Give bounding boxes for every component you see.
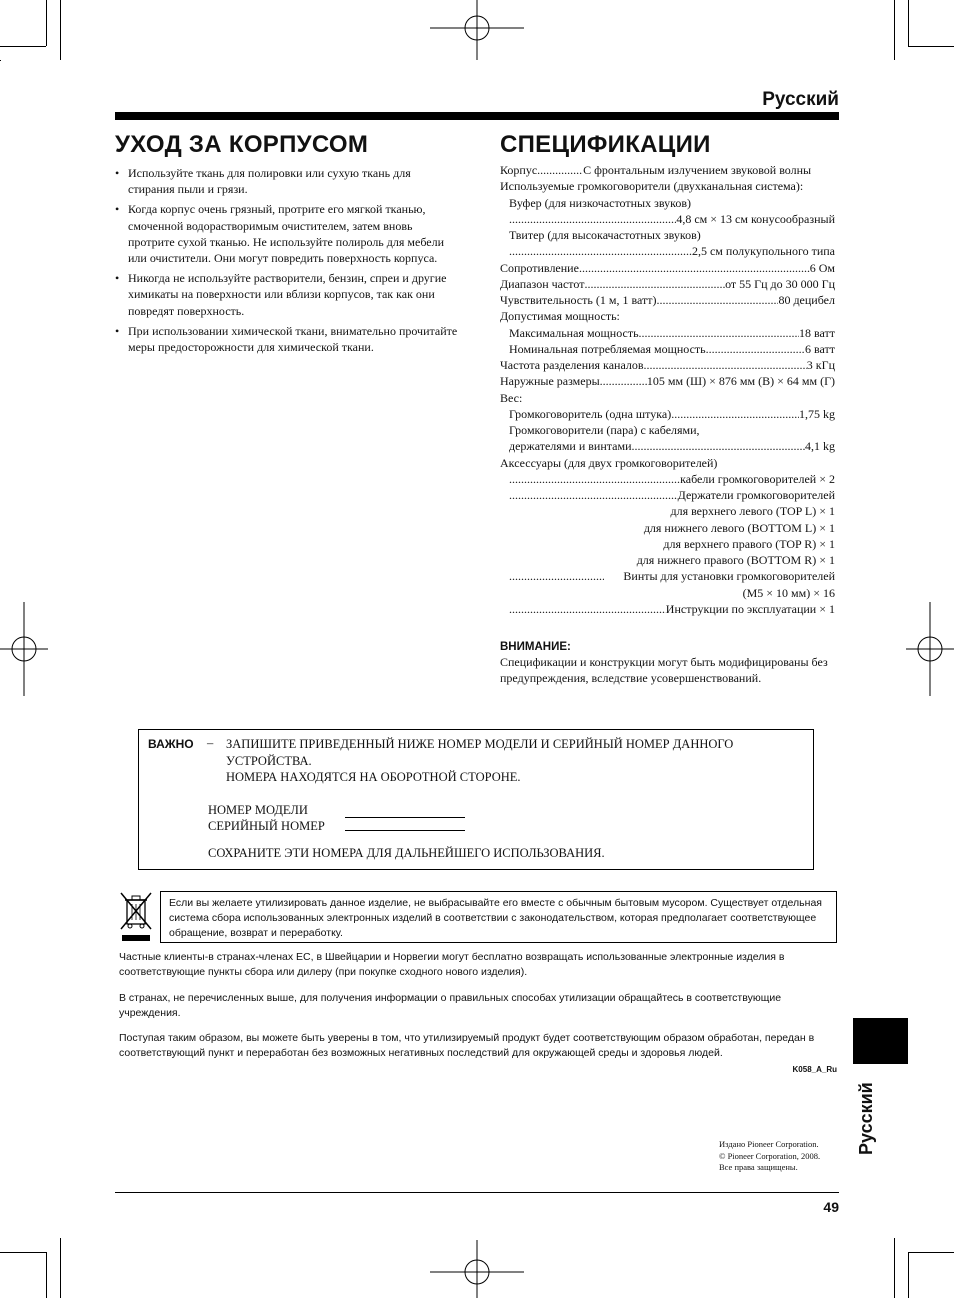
spec-row-cabinet: Корпус. ..... С фронтальным излучением звуковой волны	[500, 162, 835, 178]
model-number-label: НОМЕР МОДЕЛИ	[208, 803, 308, 817]
spec-row-accessories: Аксессуары (для двух громкоговорителей)	[500, 455, 718, 470]
important-line: УСТРОЙСТВА.	[226, 753, 312, 768]
spec-row-frequency: Диапазон частот ..... от 55 Гц до 30 000 Гц	[500, 276, 835, 292]
warning-text: Спецификации и конструкции могут быть модифицированы без предупреждения, вследствие усовершенствований.	[500, 655, 828, 685]
spec-row-weight: Вес:	[500, 390, 523, 405]
disposal-paragraph-other: В странах, не перечисленных выше, для получения информации о правильных способах утилизации обращайтесь в соответствующие учреждения.	[119, 992, 782, 1019]
crossed-bin-icon	[118, 891, 154, 943]
serial-number-label: СЕРИЙНЫЙ НОМЕР	[208, 819, 325, 833]
side-tab-language: Русский	[856, 1082, 876, 1155]
spec-row-dimensions: Наружные размеры ..... 105 мм (Ш) × 876 мм (В) × 64 мм (Г)	[500, 373, 835, 389]
spec-row-sensitivity: Чувствительность (1 м, 1 ватт) ..... 80 децибел	[500, 292, 835, 308]
spec-row-power: Допустимая мощность:	[500, 309, 620, 324]
care-bullet: • Используйте ткань для полировки или сухую ткань для стирания пыли и грязи.	[115, 165, 460, 197]
spec-row-woofer-value: ..... 4,8 см × 13 см конусообразный	[500, 211, 835, 227]
spec-row-acc-holders: ..... Держатели громкоговорителей	[500, 487, 835, 503]
header-rule	[115, 112, 839, 120]
document-code: K058_A_Ru	[792, 1065, 837, 1074]
model-number-line	[345, 817, 465, 818]
spec-row-weight-pair: держателями и винтами ..... 4,1 kg	[500, 438, 835, 454]
spec-row-tweeter-value: ..... 2,5 см полукупольного типа	[500, 243, 835, 259]
spec-row-acc-manual: ..... Инструкции по эксплуатации × 1	[500, 601, 835, 617]
important-line: ЗАПИШИТЕ ПРИВЕДЕННЫЙ НИЖЕ НОМЕР МОДЕЛИ И СЕРИЙНЫЙ НОМЕР ДАННОГО	[226, 737, 734, 751]
spec-row-nominal-power: Номинальная потребляемая мощность ..... 6 ватт	[500, 341, 835, 357]
publisher-line: Издано Pioneer Corporation.	[719, 1139, 819, 1149]
spec-row-tweeter-label: Твитер (для высокачастотных звуков)	[509, 228, 701, 242]
registration-mark-left	[0, 602, 48, 696]
care-list	[115, 165, 460, 359]
disposal-notice-text: Если вы желаете утилизировать данное изделие, не выбрасывайте его вместе с обычным бытовым мусором. Существует отдельная система сбора использованных электронных изделий в соответствии с законодательством, которая предполагает соответствующее обращение, возврат и переработку.	[169, 897, 822, 939]
registration-mark-bottom	[430, 1240, 524, 1298]
important-dash: –	[207, 736, 214, 750]
care-bullet: • Никогда не используйте растворители, бензин, спреи и другие химикаты на поверхности или вблизи корпусов, так как они повредят поверхность.	[115, 270, 460, 319]
registration-mark-right	[906, 602, 954, 696]
important-box	[138, 729, 814, 870]
spec-row-weight-pair-label: Громкоговорители (пара) с кабелями,	[509, 423, 700, 437]
spec-row-acc-cables: ..... кабели громкоговорителей × 2	[500, 471, 835, 487]
registration-mark-top	[430, 0, 524, 60]
footer-rule	[115, 1192, 839, 1193]
spec-row-acc-h1: для верхнего левого (TOP L) × 1	[670, 504, 835, 519]
spec-row-weight-single: Громкоговоритель (одна штука) ..... 1,75 kg	[500, 406, 835, 422]
publisher-line: © Pioneer Corporation, 2008.	[719, 1150, 821, 1161]
warning-title: ВНИМАНИЕ:	[500, 641, 571, 653]
spec-row-acc-h2: для нижнего левого (BOTTOM L) × 1	[643, 520, 835, 535]
spec-row-impedance: Сопротивление ..... 6 Ом	[500, 260, 835, 276]
care-bullet: • Когда корпус очень грязный, протрите его мягкой тканью, смоченной водорастворимым очистителем, затем вновь протрите сухой тканью. Не используйте полироль для мебели или очистители. Они могут повредить поверхность корпуса.	[115, 201, 460, 266]
disposal-paragraph-eu: Частные клиенты-в странах-членах ЕС, в Швейцарии и Норвегии могут бесплатно возвращать использованные электронные изделия в соответствующие пункты сбора или дилеру (при покупке сходного нового изделия).	[119, 951, 785, 978]
page-number: 49	[823, 1199, 839, 1215]
publisher-line: Все права защищены.	[719, 1162, 798, 1172]
publisher-info	[719, 1139, 820, 1174]
header-language: Русский	[762, 89, 839, 110]
spec-list	[500, 162, 835, 617]
disposal-notice-box	[160, 891, 837, 943]
care-bullet: • При использовании химической ткани, внимательно прочитайте меры предосторожности для химической ткани.	[115, 323, 460, 355]
important-line: НОМЕРА НАХОДЯТСЯ НА ОБОРОТНОЙ СТОРОНЕ.	[226, 770, 521, 784]
spec-row-speakers: Используемые громкоговорители (двухканальная система):	[500, 179, 804, 194]
spec-row-acc-h3: для верхнего правого (TOP R) × 1	[663, 536, 835, 551]
care-title: УХОД ЗА КОРПУСОМ	[115, 131, 369, 158]
specs-title: СПЕЦИФИКАЦИИ	[500, 131, 711, 158]
spec-row-woofer-label: Вуфер (для низкочастотных звуков)	[509, 195, 691, 210]
important-text	[226, 736, 733, 786]
spec-row-crossover: Частота разделения каналов ..... 3 кГц	[500, 357, 835, 373]
important-label: ВАЖНО	[148, 737, 194, 751]
spec-row-acc-screws: ..... Винты для установки громкоговорителей	[500, 568, 835, 584]
keep-numbers-text: СОХРАНИТЕ ЭТИ НОМЕРА ДЛЯ ДАЛЬНЕЙШЕГО ИСПОЛЬЗОВАНИЯ.	[208, 846, 605, 860]
side-tab-block	[853, 1018, 908, 1064]
spec-row-acc-screws-size: (M5 × 10 мм) × 16	[742, 585, 835, 600]
spec-row-max-power: Максимальная мощность ..... 18 ватт	[500, 325, 835, 341]
disposal-paragraph-result: Поступая таким образом, вы можете быть уверены в том, что утилизируемый продукт будет соответствующим образом обработан, передан в соответствующий пункт и переработан без возможных негативных последствий для окружающей среды и здоровья людей.	[119, 1032, 815, 1059]
spec-row-acc-h4: для нижнего правого (BOTTOM R) × 1	[636, 553, 835, 567]
serial-number-line	[345, 830, 465, 831]
